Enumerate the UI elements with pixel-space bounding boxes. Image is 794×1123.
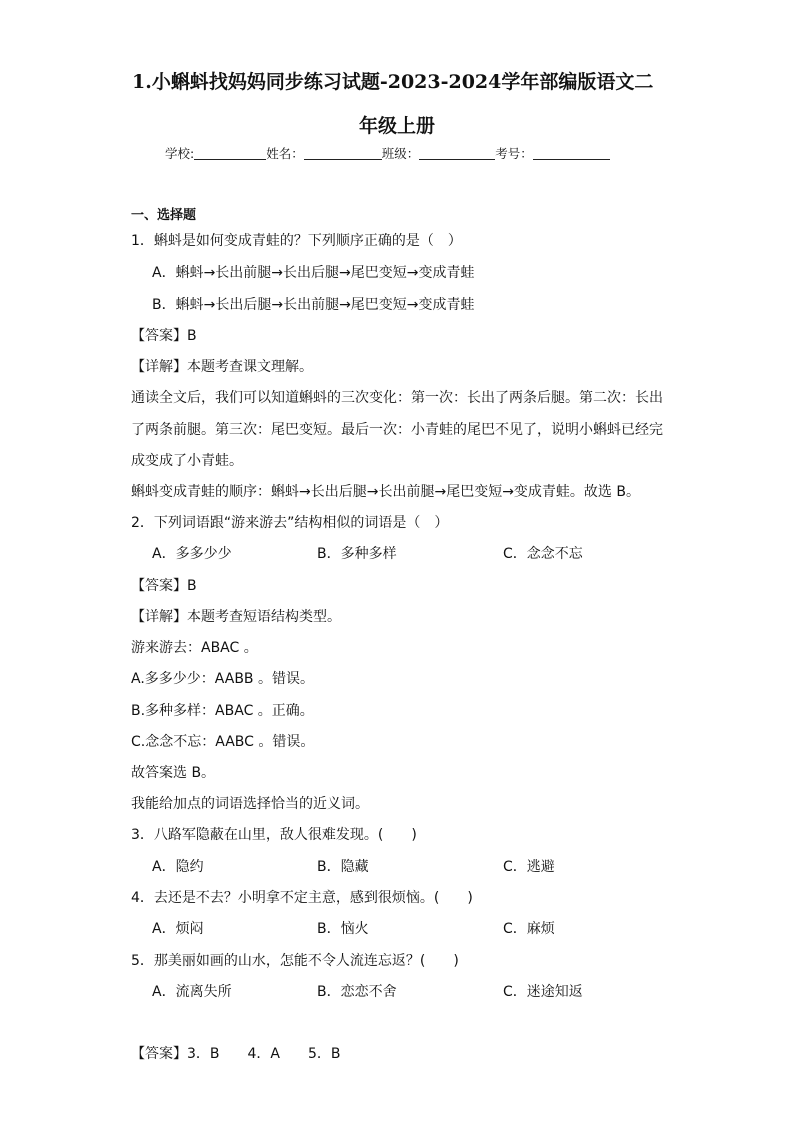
section-heading: 一、选择题 (131, 208, 197, 223)
question-1-detail: 【详解】本题考查课文理解。 (131, 359, 313, 375)
question-3-option-c: C．逃避 (503, 859, 555, 875)
question-3-option-b: B．隐藏 (317, 859, 369, 875)
question-2-line-5: 故答案选 B。 (131, 765, 216, 781)
question-3-option-a: A．隐约 (152, 859, 204, 875)
question-2-option-a: A．多多少少 (152, 546, 232, 562)
question-5-option-b: B．恋恋不舍 (317, 984, 397, 1000)
question-1-explanation-2: 了两条前腿。第三次：尾巴变短。最后一次：小青蛙的尾巴不见了，说明小蝌蚪已经完 (131, 422, 663, 438)
question-3-stem: 3．八路军隐蔽在山里，敌人很难发现。( ) (131, 827, 417, 843)
question-4-stem: 4．去还是不去？小明拿不定主意，感到很烦恼。( ) (131, 890, 473, 906)
number-blank (533, 146, 610, 160)
name-blank (304, 146, 382, 160)
synonym-instruction: 我能给加点的词语选择恰当的近义词。 (131, 796, 369, 812)
questions-3-5-answer: 【答案】3．B 4．A 5．B (131, 1046, 341, 1062)
school-blank (194, 146, 266, 160)
student-info-line (165, 145, 610, 163)
question-1-stem: 1．蝌蚪是如何变成青蛙的？下列顺序正确的是（ ） (131, 233, 462, 249)
question-2-line-3: B.多种多样：ABAC 。正确。 (131, 703, 314, 719)
question-2-detail: 【详解】本题考查短语结构类型。 (131, 609, 341, 625)
name-label: 姓名： (266, 146, 304, 161)
question-4-option-c: C．麻烦 (503, 921, 555, 937)
question-2-stem: 2．下列词语跟“游来游去”结构相似的词语是（ ） (131, 515, 449, 531)
question-1-explanation-4: 蝌蚪变成青蛙的顺序：蝌蚪→长出后腿→长出前腿→尾巴变短→变成青蛙。故选 B。 (131, 484, 640, 500)
school-label: 学校: (165, 146, 195, 161)
class-label: 班级： (381, 146, 420, 161)
question-5-stem: 5．那美丽如画的山水，怎能不令人流连忘返？( ) (131, 953, 459, 969)
question-1-answer: 【答案】B (131, 328, 197, 344)
document-title-line-2: 年级上册 (359, 115, 436, 137)
question-1-explanation-3: 成变成了小青蛙。 (131, 453, 243, 469)
question-5-option-c: C．迷途知返 (503, 984, 583, 1000)
document-title-line-1: 1.小蝌蚪找妈妈同步练习试题-2023-2024学年部编版语文二 (132, 71, 654, 93)
question-5-option-a: A．流离失所 (152, 984, 232, 1000)
question-2-option-c: C．念念不忘 (503, 546, 583, 562)
question-2-line-4: C.念念不忘：AABC 。错误。 (131, 734, 315, 750)
question-2-option-b: B．多种多样 (317, 546, 397, 562)
question-2-answer: 【答案】B (131, 578, 197, 594)
question-1-explanation-1: 通读全文后，我们可以知道蝌蚪的三次变化：第一次：长出了两条后腿。第二次：长出 (131, 390, 663, 406)
number-label: 考号： (495, 146, 533, 161)
question-4-option-b: B．恼火 (317, 921, 369, 937)
question-1-option-b: B．蝌蚪→长出后腿→长出前腿→尾巴变短→变成青蛙 (152, 297, 475, 313)
question-1-option-a: A．蝌蚪→长出前腿→长出后腿→尾巴变短→变成青蛙 (152, 265, 475, 281)
question-2-line-2: A.多多少少：AABB 。错误。 (131, 671, 314, 687)
class-blank (419, 146, 495, 160)
question-4-option-a: A．烦闷 (152, 921, 204, 937)
question-2-line-1: 游来游去：ABAC 。 (131, 640, 258, 656)
